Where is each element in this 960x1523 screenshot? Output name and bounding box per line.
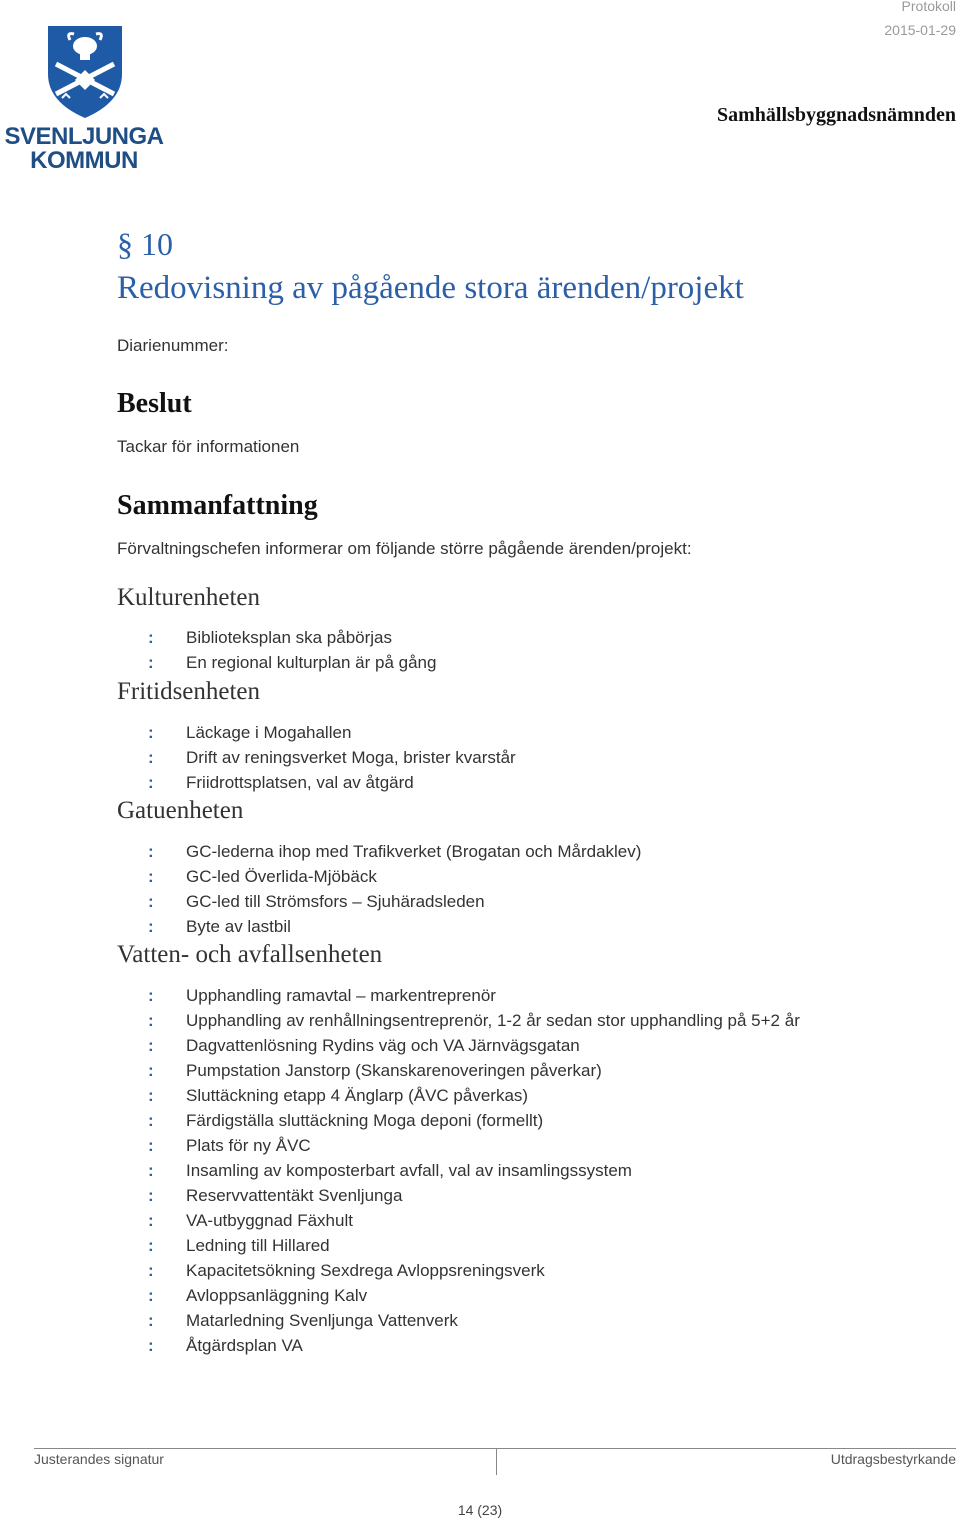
bullet-marker: : (148, 1286, 154, 1305)
list-item: : Friidrottsplatsen, val av åtgärd (148, 770, 866, 795)
list-item: : Upphandling av renhållningsentreprenör, 1-2 år sedan stor upphandling på 5+2 år (148, 1008, 866, 1033)
unit-list-fritid (148, 720, 866, 795)
beslut-text: Tackar för informationen (117, 437, 300, 456)
doc-date: 2015-01-29 (884, 22, 956, 38)
list-item: : GC-lederna ihop med Trafikverket (Brogatan och Mårdaklev) (148, 839, 866, 864)
list-item: : Färdigställa sluttäckning Moga deponi (formellt) (148, 1108, 866, 1133)
list-item: : Plats för ny ÅVC (148, 1133, 866, 1158)
list-item: : VA-utbyggnad Fäxhult (148, 1208, 866, 1233)
list-item: : Ledning till Hillared (148, 1233, 866, 1258)
footer-certification-label: Utdragsbestyrkande (830, 1451, 956, 1467)
unit-heading-kultur: Kulturenheten (117, 584, 261, 611)
bullet-marker: : (148, 917, 154, 936)
section-title: Redovisning av pågående stora ärenden/projekt (117, 270, 744, 306)
bullet-marker: : (148, 1136, 154, 1155)
list-item: : Upphandling ramavtal – markentreprenör (148, 983, 866, 1008)
bullet-marker: : (148, 1111, 154, 1130)
municipality-logo (4, 24, 164, 173)
coat-of-arms-icon (4, 24, 164, 120)
bullet-marker: : (148, 1161, 154, 1180)
bullet-marker: : (148, 867, 154, 886)
bullet-marker: : (148, 1086, 154, 1105)
list-item: : GC-led Överlida-Mjöbäck (148, 864, 866, 889)
bullet-marker: : (148, 1261, 154, 1280)
list-item: : Byte av lastbil (148, 914, 866, 939)
committee-name: Samhällsbyggnadsnämnden (717, 104, 956, 126)
list-item: : Sluttäckning etapp 4 Änglarp (ÅVC påverkas) (148, 1083, 866, 1108)
unit-heading-fritid: Fritidsenheten (117, 678, 261, 705)
section-symbol: § (117, 226, 133, 262)
list-item: : En regional kulturplan är på gång (148, 650, 866, 675)
bullet-marker: : (148, 1186, 154, 1205)
list-item: : Drift av reningsverket Moga, brister kvarstår (148, 745, 866, 770)
beslut-heading: Beslut (117, 388, 192, 419)
bullet-marker: : (148, 842, 154, 861)
list-item: : Åtgärdsplan VA (148, 1333, 866, 1358)
footer-separator (496, 1449, 497, 1475)
bullet-marker: : (148, 892, 154, 911)
bullet-marker: : (148, 1011, 154, 1030)
logo-text-line-1: SVENLJUNGA (4, 123, 164, 150)
list-item: : Insamling av komposterbart avfall, val av insamlingssystem (148, 1158, 866, 1183)
list-item: : Pumpstation Janstorp (Skanskarenoveringen påverkar) (148, 1058, 866, 1083)
bullet-marker: : (148, 723, 154, 742)
list-item: : Matarledning Svenljunga Vattenverk (148, 1308, 866, 1333)
unit-list-gatu (148, 839, 866, 939)
list-item: : Dagvattenlösning Rydins väg och VA Järnvägsgatan (148, 1033, 866, 1058)
bullet-marker: : (148, 653, 154, 672)
footer-signature-label: Justerandes signatur (34, 1451, 164, 1467)
bullet-marker: : (148, 1311, 154, 1330)
bullet-marker: : (148, 748, 154, 767)
unit-heading-gatu: Gatuenheten (117, 797, 244, 824)
diarienummer-label: Diarienummer: (117, 336, 229, 355)
unit-list-kultur (148, 625, 866, 675)
logo-text-line-2: KOMMUN (30, 147, 138, 174)
section-number (117, 226, 173, 263)
doc-type: Protokoll (901, 0, 956, 14)
bullet-marker: : (148, 986, 154, 1005)
section-number-value: 10 (141, 226, 173, 262)
unit-list-vatten (148, 983, 866, 1358)
bullet-marker: : (148, 1336, 154, 1355)
list-item: : Biblioteksplan ska påbörjas (148, 625, 866, 650)
list-item: : Reservvattentäkt Svenljunga (148, 1183, 866, 1208)
unit-heading-vatten: Vatten- och avfallsenheten (117, 941, 383, 968)
list-item: : GC-led till Strömsfors – Sjuhäradsleden (148, 889, 866, 914)
list-item: : Kapacitetsökning Sexdrega Avloppsreningsverk (148, 1258, 866, 1283)
list-item: : Avloppsanläggning Kalv (148, 1283, 866, 1308)
bullet-marker: : (148, 1061, 154, 1080)
sammanfattning-heading: Sammanfattning (117, 490, 318, 521)
bullet-marker: : (148, 773, 154, 792)
bullet-marker: : (148, 1211, 154, 1230)
bullet-marker: : (148, 628, 154, 647)
list-item: : Läckage i Mogahallen (148, 720, 866, 745)
footer-divider (34, 1448, 956, 1449)
bullet-marker: : (148, 1036, 154, 1055)
bullet-marker: : (148, 1236, 154, 1255)
page-number: 14 (23) (457, 1502, 503, 1518)
sammanfattning-intro: Förvaltningschefen informerar om följande större pågående ärenden/projekt: (117, 539, 692, 558)
